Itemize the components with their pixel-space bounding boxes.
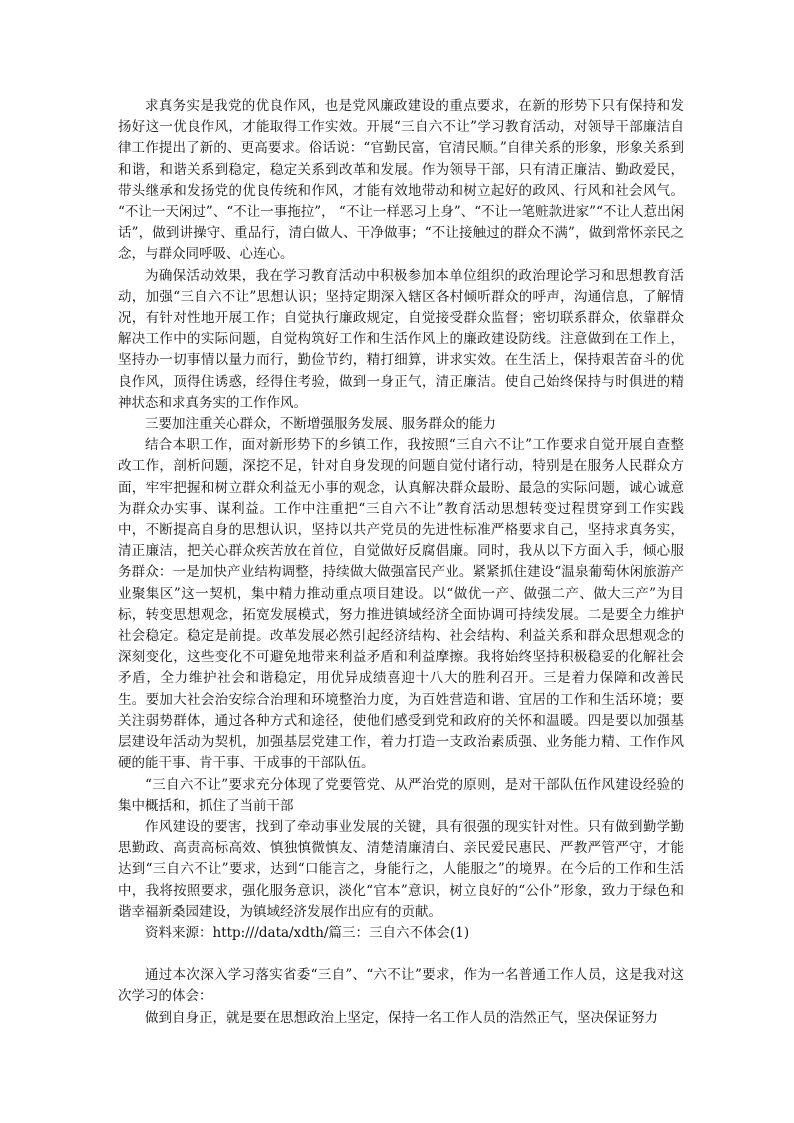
blank-line (118, 944, 684, 965)
section-heading: 三要加注重关心群众，不断增强服务发展、服务群众的能力 (145, 416, 496, 433)
paragraph-2: 为确保活动效果，我在学习教育活动中积极参加本单位组织的政治理论学习和思想教育活动，加强“三自六不让”思想认识；坚持定期深入辖区各村倾听群众的呼声，沟通信息，了解情况，有针对性地开展工作；自觉执行廉政规定，自觉接受群众监督；密切联系群众，依靠群众解决工作中的实际问题，自觉构筑好工作和生活作风上的廉政建设防线。注意做到在工作上，坚持办一切事情以量力而行，勤俭节约，精打细算，讲求实效。在生活上，保持艰苦奋斗的优良作风，顶得住诱惑，经得住考验，做到一身正气，清正廉洁。使自己始终保持与时俱进的精神状态和求真务实的工作作风。 (118, 267, 684, 411)
paragraph-4: “三自六不让”要求充分体现了党要管党、从严治党的原则，是对干部队伍作风建设经验的集中概括和，抓住了当前干部 (118, 776, 684, 814)
paragraph-6: 通过本次深入学习落实省委“三自”、“六不让”要求，作为一名普通工作人员，这是我对这次学习的体会： (118, 967, 684, 1005)
source-line: 资料来源：http:///data/xdth/篇三：三自六不体会(1) (145, 924, 470, 941)
paragraph-5: 作风建设的要害，找到了牵动事业发展的关键，具有很强的现实针对性。只有做到勤学勤思勤政、高责高标高效、慎独慎微慎友、清楚清廉清白、亲民爱民惠民、严教严管严守，才能达到“三自六不让”要求，达到“口能言之，身能行之，人能服之”的境界。在今后的工作和生活中，我将按照要求，强化服务意识，淡化“官本”意识，树立良好的“公仆”形象，致力于绿色和谐幸福新桑园建设，为镇域经济发展作出应有的贡献。 (118, 818, 684, 920)
paragraph-7: 做到自身正，就是要在思想政治上坚定，保持一名工作人员的浩然正气，坚决保证努力 (145, 1009, 658, 1026)
paragraph-3: 结合本职工作，面对新形势下的乡镇工作，我按照“三自六不让”工作要求自觉开展自查整改工作，剖析问题，深挖不足，针对自身发现的问题自觉付诸行动，特别是在服务人民群众方面，牢牢把握和树立群众利益无小事的观念，认真解决群众最盼、最急的实际问题，诚心诚意为群众办实事、谋利益。工作中注重把“三自六不让”教育活动思想转变过程贯穿到工作实践中，不断提高自身的思想认识，坚持以共产党员的先进性标准严格要求自己，坚持求真务实，清正廉洁，把关心群众疾苦放在首位，自觉做好反腐倡廉。同时，我从以下方面入手，倾心服务群众：一是加快产业结构调整，持续做大做强富民产业。紧紧抓住建设“温泉葡萄休闲旅游产业聚集区”这一契机，集中精力推动重点项目建设。以“做优一产、做强二产、做大三产”为目标，转变思想观念，拓宽发展模式，努力推进镇域经济全面协调可持续发展。二是要全力维护社会稳定。稳定是前提。改革发展必然引起经济结构、社会结构、利益关系和群众思想观念的深刻变化，这些变化不可避免地带来利益矛盾和利益摩擦。我将始终坚持积极稳妥的化解社会矛盾，全力维护社会和谐稳定，用优异成绩喜迎十八大的胜利召开。三是着力保障和改善民生。要加大社会治安综合治理和环境整治力度，为百姓营造和谐、宜居的工作和生活环境；要关注弱势群体，通过各种方式和途径，使他们感受到党和政府的关怀和温暖。四是要以加强基层建设年活动为契机，加强基层党建工作，着力打造一支政治素质强、业务能力精、工作作风硬的能干事、肯干事、干成事的干部队伍。 (118, 437, 684, 772)
document-body (118, 96, 684, 1029)
paragraph-1: 求真务实是我党的优良作风，也是党风廉政建设的重点要求，在新的形势下只有保持和发扬好这一优良作风，才能取得工作实效。开展“三自六不让”学习教育活动，对领导干部廉洁自律工作提出了新的、更高要求。俗话说：“官勤民富，官清民顺。”自律关系的形象，形象关系到和谐，和谐关系到稳定，稳定关系到改革和发展。作为领导干部，只有清正廉洁、勤政爱民，带头继承和发扬党的优良传统和作风，才能有效地带动和树立起好的政风、行风和社会风气。 “不让一天闲过”、“不让一事拖拉”， “不让一样恶习上身”、“不让一笔赃款进家”“不让人惹出闲话”，做到讲操守、重品行，清白做人、干净做事；“不让接触过的群众不满”，做到常怀亲民之念，与群众同呼吸、心连心。 (118, 98, 684, 263)
